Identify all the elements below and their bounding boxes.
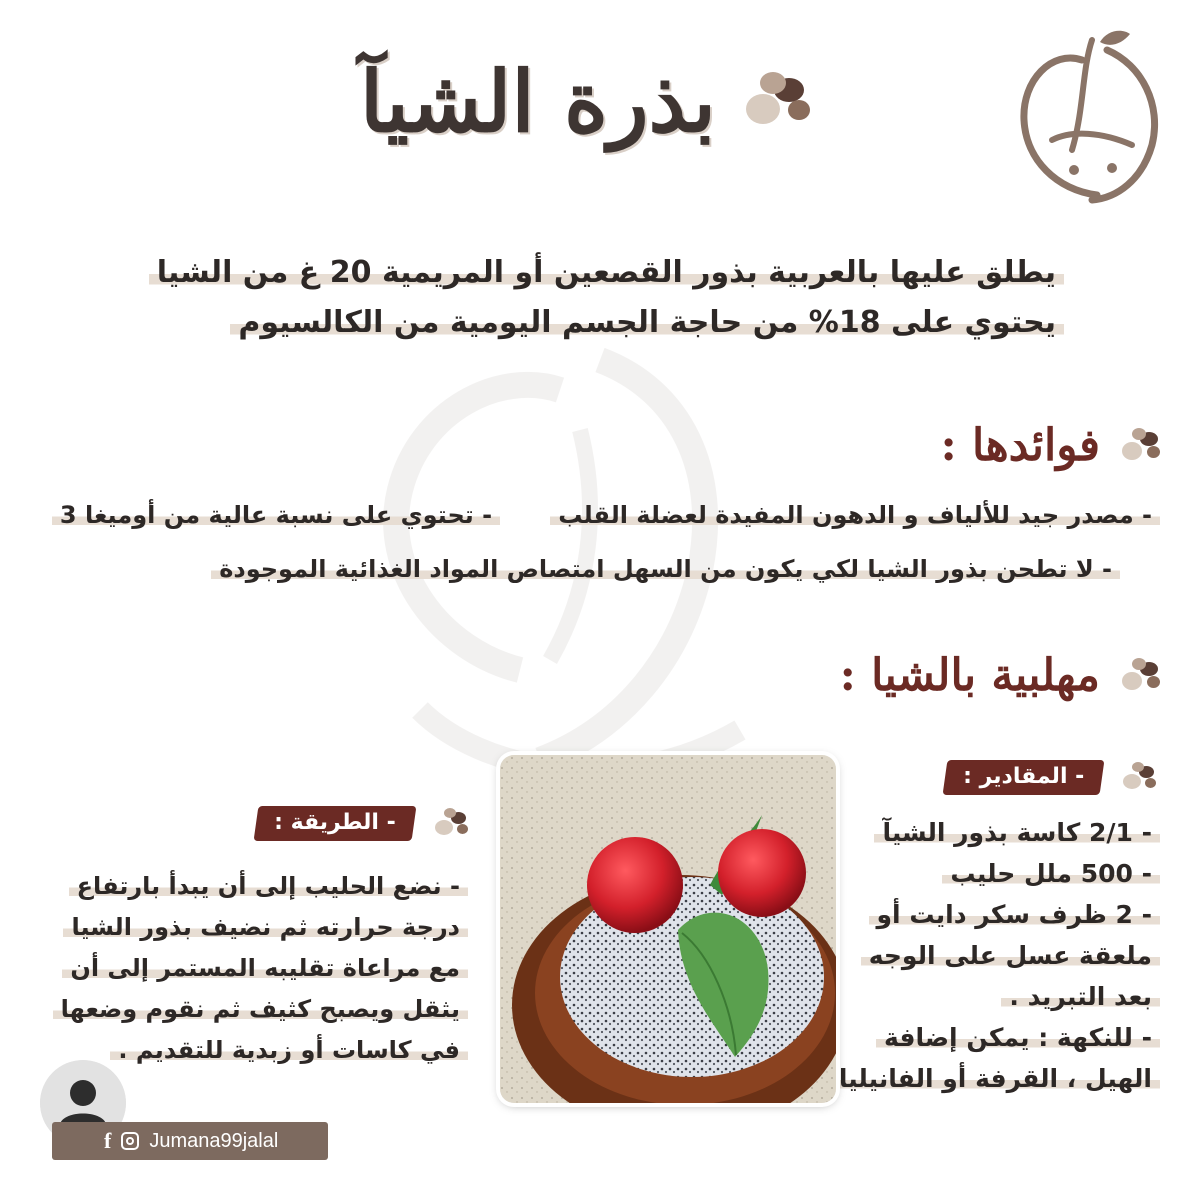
stones-icon — [1116, 658, 1160, 694]
benefits-list — [30, 488, 1160, 596]
method-line: يثقل ويصبح كثيف ثم نقوم وضعها — [53, 995, 468, 1023]
ingredient-line: - 2/1 كاسة بذور الشيآ — [874, 818, 1160, 847]
stones-icon — [1116, 428, 1160, 464]
benefit-item: - لا تطحن بذور الشيا لكي يكون من السهل امتصاص المواد الغذائية الموجودة — [211, 555, 1120, 583]
title-row — [359, 52, 810, 151]
benefit-item: - مصدر جيد للألياف و الدهون المفيدة لعضلة القلب — [550, 501, 1160, 529]
ingredient-line: ملعقة عسل على الوجه — [861, 941, 1160, 970]
stones-icon — [430, 808, 468, 840]
ingredient-line: - للنكهة : يمكن إضافة — [876, 1023, 1160, 1052]
recipe-heading-row — [839, 650, 1160, 701]
benefit-item: - تحتوي على نسبة عالية من أوميغا 3 — [52, 501, 500, 529]
ingredient-line: الهيل ، القرفة أو الفانيليا — [831, 1064, 1160, 1093]
ingredient-line: - 500 ملل حليب — [942, 859, 1160, 888]
method-line: درجة حرارته ثم نضيف بذور الشيا — [63, 913, 468, 941]
ingredient-line: - 2 ظرف سكر دايت أو — [869, 900, 1161, 929]
intro-line-2: يحتوي على 18% من حاجة الجسم اليومية من الكالسيوم — [230, 305, 1064, 340]
page-title: بذرة الشيآ — [359, 52, 716, 151]
facebook-icon[interactable]: f — [104, 1128, 112, 1153]
benefits-heading: فوائدها : — [940, 420, 1100, 471]
method-line: في كاسات أو زبدية للتقديم . — [110, 1036, 468, 1064]
social-footer — [52, 1122, 328, 1160]
social-handle[interactable]: Jumana99jalal — [149, 1129, 279, 1152]
stones-icon — [730, 72, 810, 132]
intro-text — [104, 248, 1064, 348]
chia-pudding-photo — [500, 755, 836, 1103]
method-heading-row — [256, 806, 468, 841]
method-list — [38, 866, 468, 1071]
brand-logo — [1012, 20, 1172, 210]
benefits-heading-row — [940, 420, 1161, 471]
ingredient-line: بعد التبريد . — [1001, 982, 1160, 1011]
instagram-icon[interactable] — [121, 1132, 139, 1150]
intro-line-1: يطلق عليها بالعربية بذور القصعين أو المريمية 20 غ من الشيا — [149, 255, 1064, 290]
method-line: مع مراعاة تقليبه المستمر إلى أن — [62, 954, 468, 982]
stones-icon — [1118, 762, 1156, 794]
recipe-heading: مهلبية بالشيا : — [839, 650, 1100, 701]
method-label: - الطريقة : — [254, 806, 417, 841]
ingredients-heading-row — [945, 760, 1156, 795]
method-line: - نضع الحليب إلى أن يبدأ بارتفاع — [69, 872, 468, 900]
ingredients-label: - المقادير : — [942, 760, 1104, 795]
ingredients-list — [830, 812, 1160, 1099]
